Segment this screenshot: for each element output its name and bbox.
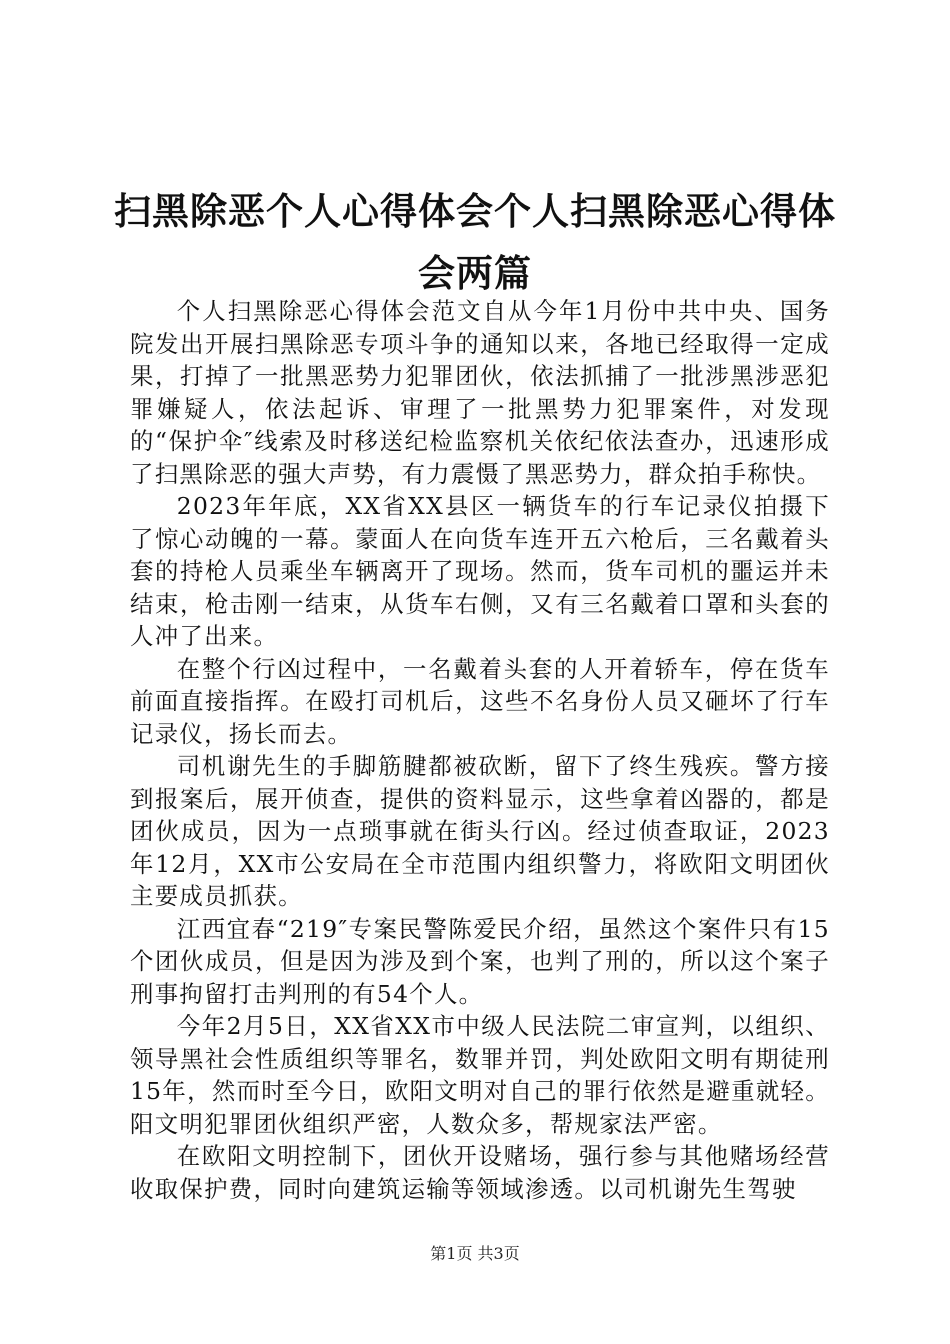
paragraph: 江西宜春“219″专案民警陈爱民介绍，虽然这个案件只有15个团伙成员，但是因为涉及到个案，也判了刑的，所以这个案子刑事拘留打击判刑的有54个人。 — [130, 914, 830, 1008]
page-number-footer: 第1页 共3页 — [430, 1244, 520, 1263]
paragraph: 今年2月5日，XX省XX市中级人民法院二审宣判，以组织、领导黑社会性质组织等罪名，数罪并罚，判处欧阳文明有期徒刑15年，然而时至今日，欧阳文明对自己的罪行依然是避重就轻。阳文明犯罪团伙组织严密，人数众多，帮规家法严密。 — [130, 1012, 830, 1138]
paragraph: 司机谢先生的手脚筋腱都被砍断，留下了终生残疾。警方接到报案后，展开侦查，提供的资料显示，这些拿着凶器的，都是团伙成员，因为一点琐事就在街头行凶。经过侦查取证，2023年12月，XX市公安局在全市范围内组织警力，将欧阳文明团伙主要成员抓获。 — [130, 752, 830, 910]
document-body — [130, 295, 830, 1205]
document-title: 扫黑除恶个人心得体会个人扫黑除恶心得体会两篇 — [114, 189, 836, 295]
paragraph: 在整个行凶过程中，一名戴着头套的人开着轿车，停在货车前面直接指挥。在殴打司机后，这些不名身份人员又砸坏了行车记录仪，扬长而去。 — [130, 654, 830, 748]
paragraph: 在欧阳文明控制下，团伙开设赌场，强行参与其他赌场经营收取保护费，同时向建筑运输等领域渗透。以司机谢先生驾驶 — [130, 1142, 830, 1203]
paragraph: 2023年年底，XX省XX县区一辆货车的行车记录仪拍摄下了惊心动魄的一幕。蒙面人在向货车连开五六枪后，三名戴着头套的持枪人员乘坐车辆离开了现场。然而，货车司机的噩运并未结束，枪击刚一结束，从货车右侧，又有三名戴着口罩和头套的人冲了出来。 — [130, 492, 830, 650]
paragraph: 个人扫黑除恶心得体会范文自从今年1月份中共中央、国务院发出开展扫黑除恶专项斗争的通知以来，各地已经取得一定成果，打掉了一批黑恶势力犯罪团伙，依法抓捕了一批涉黑涉恶犯罪嫌疑人，依法起诉、审理了一批黑势力犯罪案件，对发现的“保护伞″线索及时移送纪检监察机关依纪依法查办，迅速形成了扫黑除恶的强大声势，有力震慑了黑恶势力，群众拍手称快。 — [130, 297, 830, 488]
